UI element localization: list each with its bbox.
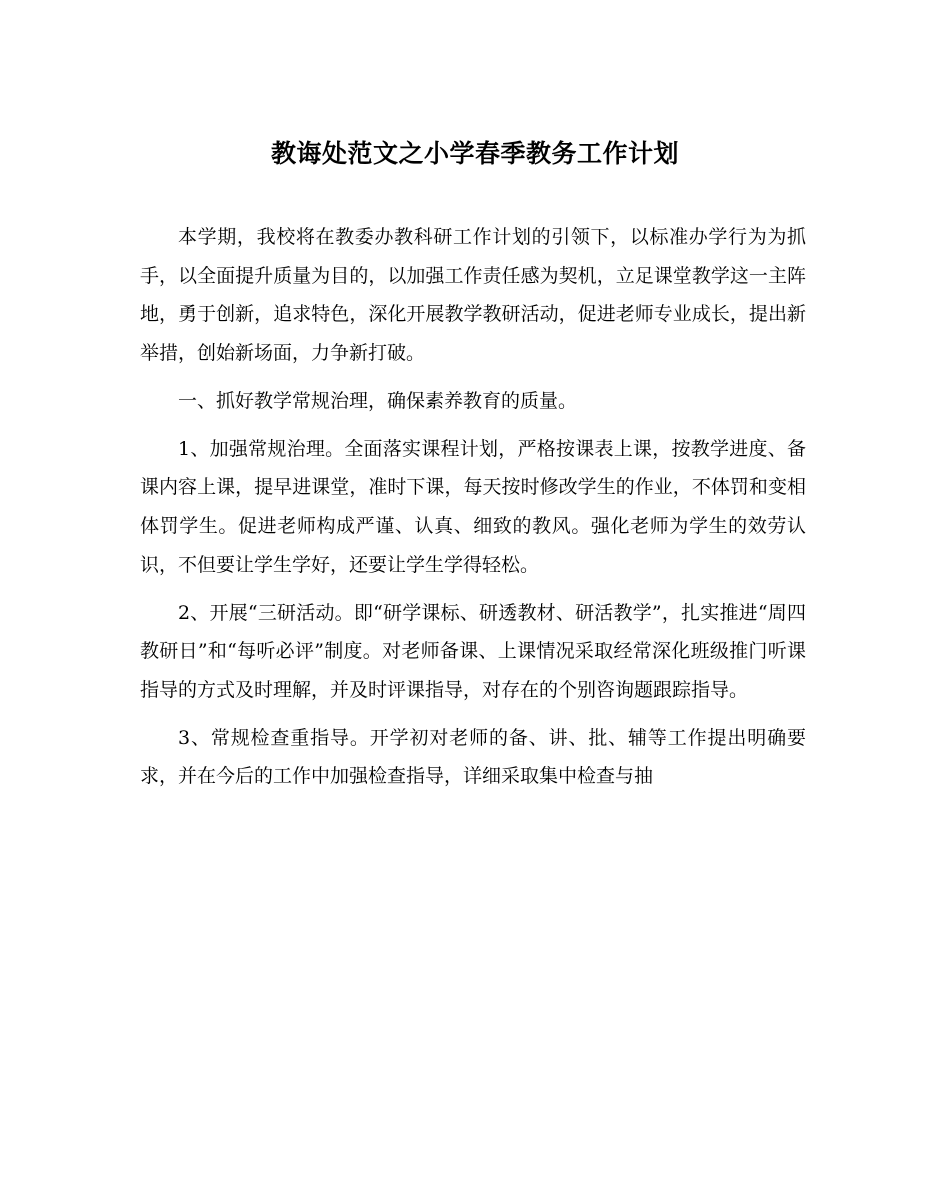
paragraph-section-heading: 一、抓好教学常规治理，确保素养教育的质量。 [178,389,578,412]
paragraph-item-3: 3、常规检查重指导。开学初对老师的备、讲、批、辅等工作提出明确要求，并在今后的工作中加强检查指导，详细采取集中检查与抽 [140,726,806,788]
paragraph-intro: 本学期，我校将在教委办教科研工作计划的引领下，以标准办学行为为抓手，以全面提升质量为目的，以加强工作责任感为契机，立足课堂教学这一主阵地，勇于创新，追求特色，深化开展教学教研活动，促进老师专业成长，提出新举措，创始新场面，力争新打破。 [140,226,806,364]
document-body [140,218,806,796]
paragraph-item-2: 2、开展“三研活动。即“研学课标、研透教材、研活教学”，扎实推进“周四教研日”和“每听必评”制度。对老师备课、上课情况采取经常深化班级推门听课指导的方式及时理解，并及时评课指导，对存在的个别咨询题跟踪指导。 [140,601,806,701]
document-title: 教诲处范文之小学春季教务工作计划 [270,139,679,168]
paragraph-item-1: 1、加强常规治理。全面落实课程计划，严格按课表上课，按教学进度、备课内容上课，提早进课堂，准时下课，每天按时修改学生的作业，不体罚和变相体罚学生。促进老师构成严谨、认真、细致的教风。强化老师为学生的效劳认识，不但要让学生学好，还要让学生学得轻松。 [140,437,806,576]
